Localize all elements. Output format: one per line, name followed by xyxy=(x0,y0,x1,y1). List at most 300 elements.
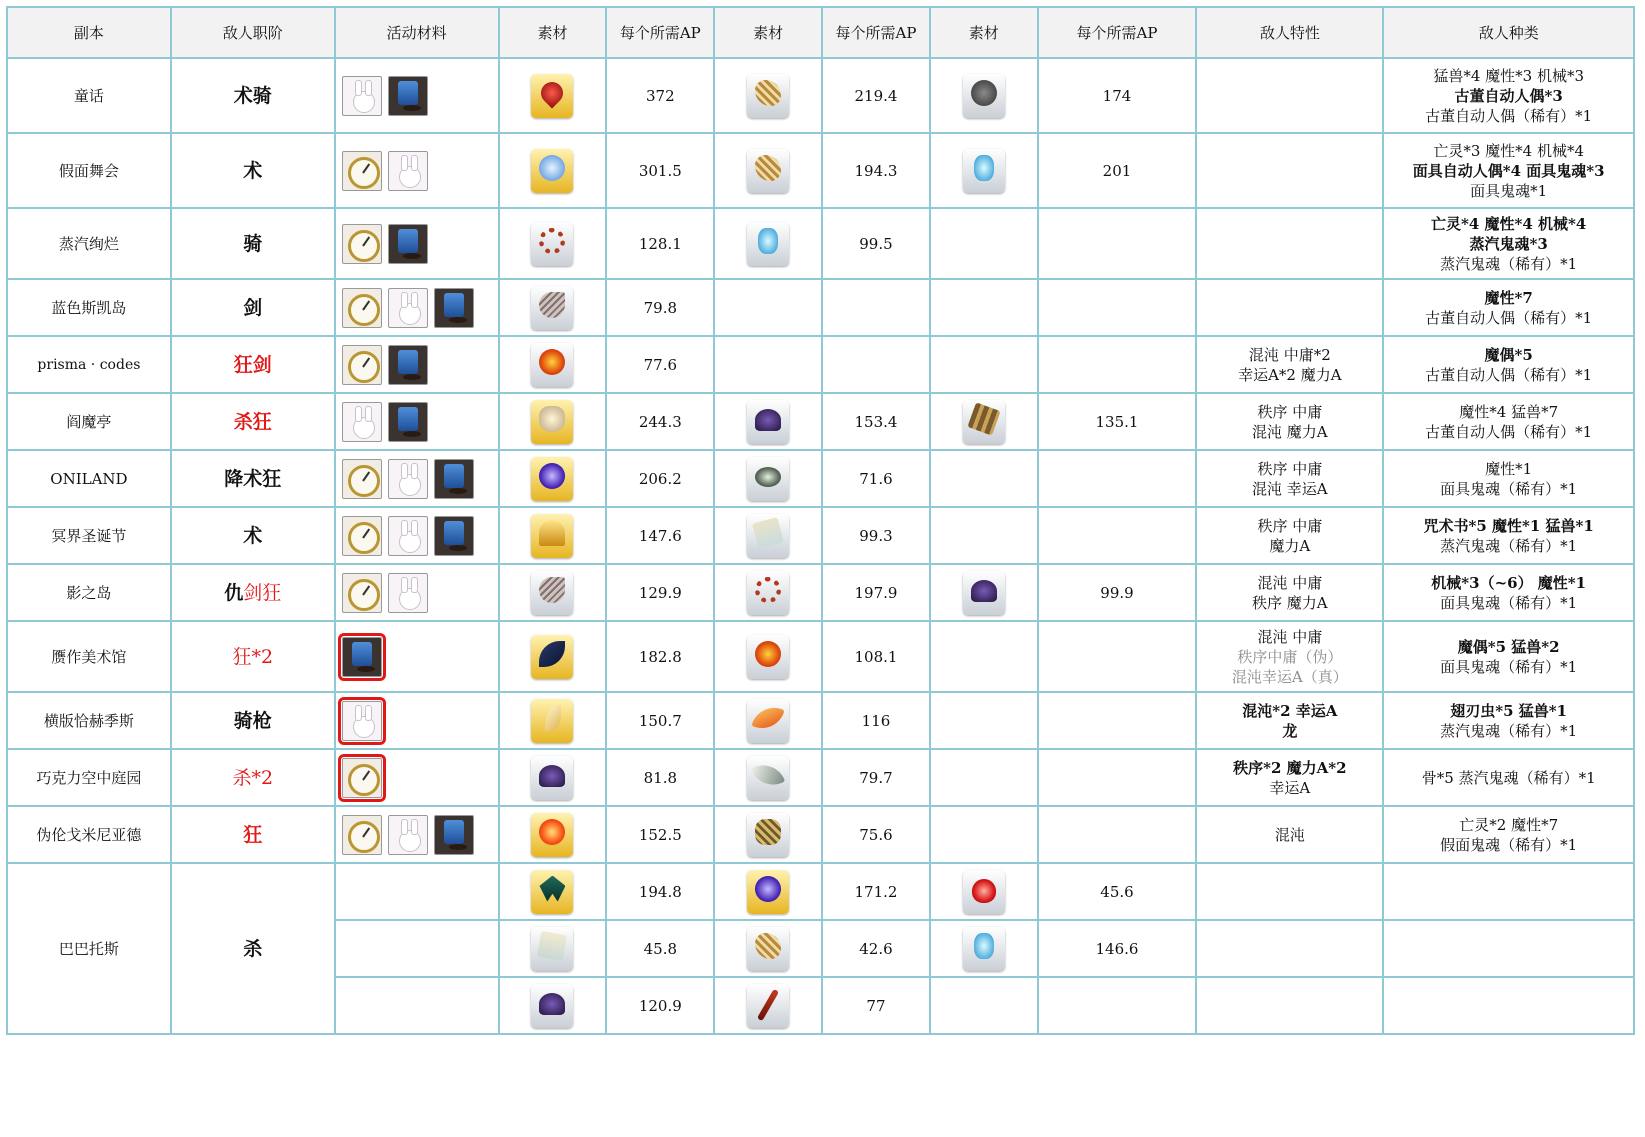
event-material-cell xyxy=(335,336,499,393)
ap-value: 75.6 xyxy=(822,806,930,863)
material-cell xyxy=(930,279,1038,336)
ap-value xyxy=(1038,749,1197,806)
ap-value xyxy=(822,336,930,393)
material-cell xyxy=(930,692,1038,749)
enemy-class-part: 仇 xyxy=(224,581,244,604)
enemy-kinds xyxy=(1383,977,1634,1034)
ap-value: 120.9 xyxy=(606,977,714,1034)
stage-name: 巧克力空中庭园 xyxy=(7,749,171,806)
enemy-kinds xyxy=(1383,507,1634,564)
feather-material-icon xyxy=(747,927,789,971)
material-cell xyxy=(499,564,607,621)
table-row xyxy=(7,621,1634,692)
header-ap-1: 每个所需AP xyxy=(606,7,714,58)
material-cell xyxy=(930,621,1038,692)
ap-value: 71.6 xyxy=(822,450,930,507)
blue-jar-icon xyxy=(388,402,428,442)
kinds-line: 面具鬼魂（稀有）*1 xyxy=(1440,593,1578,612)
stage-name: prisma · codes xyxy=(7,336,171,393)
rabbit-doll-icon xyxy=(388,573,428,613)
traits-line: 秩序中庸（伪） xyxy=(1237,647,1343,666)
fire-flower-material-icon xyxy=(747,635,789,679)
ap-value: 171.2 xyxy=(822,863,930,920)
header-ap-2: 每个所需AP xyxy=(822,7,930,58)
dark-crystal-material-icon xyxy=(963,571,1005,615)
enemy-kinds xyxy=(1383,336,1634,393)
enemy-kinds xyxy=(1383,133,1634,208)
ap-value: 194.8 xyxy=(606,863,714,920)
material-cell xyxy=(499,977,607,1034)
ap-value: 128.1 xyxy=(606,208,714,279)
kinds-line: 面具自动人偶*4 面具鬼魂*3 xyxy=(1412,161,1605,180)
traits-line: 秩序 中庸 xyxy=(1257,459,1323,478)
traits-line: 混沌 中庸*2 xyxy=(1248,345,1331,364)
event-material-cell xyxy=(335,279,499,336)
event-material-cell xyxy=(335,806,499,863)
material-cell xyxy=(499,336,607,393)
kinds-line: 蒸汽鬼魂（稀有）*1 xyxy=(1440,536,1578,555)
pocket-watch-icon xyxy=(342,288,382,328)
enemy-class: 骑 xyxy=(171,208,335,279)
traits-line: 混沌幸运A（真） xyxy=(1231,667,1348,686)
blue-jar-icon xyxy=(434,516,474,556)
table-row xyxy=(7,133,1634,208)
material-cell xyxy=(499,279,607,336)
traits-line: 混沌 xyxy=(1274,825,1305,844)
traits-line: 幸运A xyxy=(1269,778,1311,797)
ap-value: 77 xyxy=(822,977,930,1034)
rabbit-doll-icon xyxy=(342,76,382,116)
enemy-class: 杀 xyxy=(171,863,335,1034)
table-row xyxy=(7,208,1634,279)
enemy-kinds xyxy=(1383,749,1634,806)
kinds-line: 魔性*7 xyxy=(1484,288,1533,307)
enemy-traits xyxy=(1196,208,1383,279)
enemy-traits xyxy=(1196,692,1383,749)
table-row xyxy=(7,749,1634,806)
enemy-kinds xyxy=(1383,863,1634,920)
material-cell xyxy=(930,336,1038,393)
enemy-kinds xyxy=(1383,806,1634,863)
material-cell xyxy=(714,208,822,279)
pocket-watch-icon xyxy=(342,516,382,556)
ap-value: 152.5 xyxy=(606,806,714,863)
material-cell xyxy=(714,279,822,336)
enemy-traits xyxy=(1196,58,1383,133)
enemy-class: 杀狂 xyxy=(171,393,335,450)
enemy-traits xyxy=(1196,621,1383,692)
event-material-cell xyxy=(335,507,499,564)
material-cell xyxy=(499,450,607,507)
enemy-traits xyxy=(1196,507,1383,564)
enemy-class: 术 xyxy=(171,133,335,208)
rabbit-doll-icon xyxy=(342,402,382,442)
material-cell xyxy=(714,336,822,393)
kinds-line: 假面鬼魂（稀有）*1 xyxy=(1440,835,1578,854)
material-cell xyxy=(499,806,607,863)
material-cell xyxy=(930,208,1038,279)
blue-jar-icon xyxy=(388,224,428,264)
traits-line: 龙 xyxy=(1282,721,1298,740)
event-material-cell xyxy=(335,621,499,692)
event-material-cell xyxy=(335,393,499,450)
rabbit-doll-icon xyxy=(388,288,428,328)
table-row xyxy=(7,336,1634,393)
material-cell xyxy=(714,977,822,1034)
enemy-kinds xyxy=(1383,279,1634,336)
pocket-watch-icon xyxy=(342,224,382,264)
ap-value: 135.1 xyxy=(1038,393,1197,450)
material-cell xyxy=(714,450,822,507)
enemy-kinds xyxy=(1383,208,1634,279)
scroll-material-icon xyxy=(747,514,789,558)
enemy-kinds xyxy=(1383,564,1634,621)
material-cell xyxy=(930,58,1038,133)
dark-crystal-material-icon xyxy=(531,984,573,1028)
stage-name: ONILAND xyxy=(7,450,171,507)
blood-drop-material-icon xyxy=(531,74,573,118)
material-cell xyxy=(714,692,822,749)
traits-line: 幸运A*2 魔力A xyxy=(1238,365,1342,384)
dark-crystal-material-icon xyxy=(531,756,573,800)
material-cell xyxy=(930,749,1038,806)
enemy-class: 狂剑 xyxy=(171,336,335,393)
kinds-line: 蒸汽鬼魂（稀有）*1 xyxy=(1440,254,1578,273)
kinds-line: 魔性*1 xyxy=(1485,459,1533,478)
rabbit-doll-icon xyxy=(388,459,428,499)
kinds-line: 面具鬼魂（稀有）*1 xyxy=(1440,479,1578,498)
material-cell xyxy=(714,749,822,806)
ap-value xyxy=(1038,692,1197,749)
kinds-line: 古董自动人偶（稀有）*1 xyxy=(1425,422,1593,441)
pocket-watch-icon xyxy=(342,815,382,855)
material-cell xyxy=(714,920,822,977)
event-material-cell xyxy=(335,133,499,208)
header-event-material: 活动材料 xyxy=(335,7,499,58)
material-cell xyxy=(714,863,822,920)
ap-value: 174 xyxy=(1038,58,1197,133)
ap-value: 79.7 xyxy=(822,749,930,806)
material-cell xyxy=(714,564,822,621)
kinds-line: 蒸汽鬼魂（稀有）*1 xyxy=(1440,721,1578,740)
enemy-kinds xyxy=(1383,692,1634,749)
kinds-line: 翅刃虫*5 猛兽*1 xyxy=(1450,701,1568,720)
kinds-line: 亡灵*4 魔性*4 机械*4 xyxy=(1431,214,1587,233)
table-row xyxy=(7,58,1634,133)
feather-material-icon xyxy=(747,74,789,118)
enemy-class xyxy=(171,450,335,507)
pocket-watch-icon xyxy=(342,459,382,499)
material-cell xyxy=(499,507,607,564)
ap-value: 45.8 xyxy=(606,920,714,977)
ap-value: 147.6 xyxy=(606,507,714,564)
red-necklace-material-icon xyxy=(747,571,789,615)
kinds-line: 面具鬼魂（稀有）*1 xyxy=(1440,657,1578,676)
table-row xyxy=(7,806,1634,863)
enemy-class: 狂*2 xyxy=(171,621,335,692)
pocket-watch-icon xyxy=(342,151,382,191)
enemy-traits xyxy=(1196,564,1383,621)
enemy-kinds xyxy=(1383,393,1634,450)
ap-value: 201 xyxy=(1038,133,1197,208)
event-material-cell xyxy=(335,977,499,1034)
kinds-line: 蒸汽鬼魂*3 xyxy=(1469,234,1548,253)
traits-line: 混沌 中庸 xyxy=(1257,627,1323,646)
ap-value: 99.3 xyxy=(822,507,930,564)
ap-value: 194.3 xyxy=(822,133,930,208)
material-cell xyxy=(930,977,1038,1034)
material-cell xyxy=(499,58,607,133)
material-cell xyxy=(499,920,607,977)
table-row xyxy=(7,393,1634,450)
stage-name: 蓝色斯凯岛 xyxy=(7,279,171,336)
ap-value: 42.6 xyxy=(822,920,930,977)
feather-material-icon xyxy=(747,149,789,193)
ap-value xyxy=(1038,279,1197,336)
material-cell xyxy=(930,450,1038,507)
ap-value xyxy=(1038,806,1197,863)
kinds-line: 咒术书*5 魔性*1 猛兽*1 xyxy=(1423,516,1594,535)
enemy-traits xyxy=(1196,133,1383,208)
ap-value: 372 xyxy=(606,58,714,133)
ap-value xyxy=(822,279,930,336)
material-cell xyxy=(930,806,1038,863)
event-material-cell xyxy=(335,208,499,279)
material-cell xyxy=(499,208,607,279)
enemy-traits xyxy=(1196,450,1383,507)
wooden-stakes-material-icon xyxy=(963,400,1005,444)
traits-line: 混沌 中庸 xyxy=(1257,573,1323,592)
table-row xyxy=(7,279,1634,336)
enemy-traits xyxy=(1196,336,1383,393)
enemy-traits xyxy=(1196,977,1383,1034)
enemy-traits xyxy=(1196,863,1383,920)
material-cell xyxy=(714,507,822,564)
enemy-traits xyxy=(1196,749,1383,806)
fang-material-icon xyxy=(747,756,789,800)
enemy-class: 狂 xyxy=(171,806,335,863)
header-material-3: 素材 xyxy=(930,7,1038,58)
traits-line: 混沌*2 幸运A xyxy=(1242,701,1338,720)
crystal-orb-material-icon xyxy=(531,149,573,193)
kinds-line: 古董自动人偶*3 xyxy=(1454,86,1563,105)
event-material-cell xyxy=(335,692,499,749)
ap-value: 244.3 xyxy=(606,393,714,450)
enemy-traits xyxy=(1196,279,1383,336)
ap-value: 301.5 xyxy=(606,133,714,208)
golden-tusk-material-icon xyxy=(531,699,573,743)
enemy-traits xyxy=(1196,393,1383,450)
header-enemy-kinds: 敌人种类 xyxy=(1383,7,1634,58)
blue-jar-icon xyxy=(388,76,428,116)
stone-disk-material-icon xyxy=(747,457,789,501)
table-row xyxy=(7,863,1634,920)
event-material-cell xyxy=(335,863,499,920)
magic-lamp-material-icon xyxy=(531,514,573,558)
bone-material-icon xyxy=(747,984,789,1028)
purple-heart-material-icon xyxy=(747,870,789,914)
stage-name: 巴巴托斯 xyxy=(7,863,171,1034)
header-enemy-traits: 敌人特性 xyxy=(1196,7,1383,58)
traits-line: 秩序 魔力A xyxy=(1252,593,1328,612)
event-material-cell xyxy=(335,920,499,977)
material-cell xyxy=(499,749,607,806)
material-cell xyxy=(714,133,822,208)
ap-value: 150.7 xyxy=(606,692,714,749)
ap-value xyxy=(1038,507,1197,564)
enemy-kinds xyxy=(1383,450,1634,507)
ember-material-icon xyxy=(531,813,573,857)
table-row xyxy=(7,692,1634,749)
material-cell xyxy=(714,621,822,692)
enemy-class: 剑 xyxy=(171,279,335,336)
ap-value xyxy=(1038,336,1197,393)
purple-heart-material-icon xyxy=(531,457,573,501)
material-cell xyxy=(930,133,1038,208)
farming-table xyxy=(6,6,1635,1035)
fire-flower-material-icon xyxy=(531,343,573,387)
ap-value: 99.5 xyxy=(822,208,930,279)
ap-value: 99.9 xyxy=(1038,564,1197,621)
header-material-1: 素材 xyxy=(499,7,607,58)
kinds-line: 猛兽*4 魔性*3 机械*3 xyxy=(1433,66,1585,85)
kinds-line: 机械*3（~6） 魔性*1 xyxy=(1431,573,1587,592)
urn-material-icon xyxy=(531,400,573,444)
blue-jar-icon xyxy=(342,637,382,677)
enemy-class-text: 降术狂 xyxy=(224,467,282,490)
seashell-material-icon xyxy=(531,571,573,615)
material-cell xyxy=(499,621,607,692)
enemy-kinds xyxy=(1383,621,1634,692)
stage-name: 伪伦戈米尼亚德 xyxy=(7,806,171,863)
ap-value: 219.4 xyxy=(822,58,930,133)
stage-name: 阎魔亭 xyxy=(7,393,171,450)
kinds-line: 古董自动人偶（稀有）*1 xyxy=(1425,308,1593,327)
blue-jar-icon xyxy=(388,345,428,385)
rabbit-doll-icon xyxy=(388,815,428,855)
material-cell xyxy=(930,393,1038,450)
enemy-kinds xyxy=(1383,920,1634,977)
traits-line: 秩序*2 魔力A*2 xyxy=(1233,758,1347,777)
ap-value: 129.9 xyxy=(606,564,714,621)
ap-value: 79.8 xyxy=(606,279,714,336)
manta-ray-material-icon xyxy=(531,870,573,914)
ap-value: 116 xyxy=(822,692,930,749)
dark-crystal-material-icon xyxy=(747,400,789,444)
traits-line: 混沌 魔力A xyxy=(1252,422,1328,441)
lantern-material-icon xyxy=(747,222,789,266)
blue-jar-icon xyxy=(434,459,474,499)
kinds-line: 古董自动人偶（稀有）*1 xyxy=(1425,106,1593,125)
enemy-class: 术 xyxy=(171,507,335,564)
kinds-line: 魔偶*5 xyxy=(1484,345,1533,364)
ap-value: 45.6 xyxy=(1038,863,1197,920)
enemy-traits xyxy=(1196,920,1383,977)
kinds-line: 古董自动人偶（稀有）*1 xyxy=(1425,365,1593,384)
ap-value: 197.9 xyxy=(822,564,930,621)
dark-horn-material-icon xyxy=(531,635,573,679)
black-rock-material-icon xyxy=(963,74,1005,118)
seashell-material-icon xyxy=(531,286,573,330)
kinds-line: 面具鬼魂*1 xyxy=(1470,181,1548,200)
header-ap-3: 每个所需AP xyxy=(1038,7,1197,58)
gear-material-icon xyxy=(747,813,789,857)
enemy-kinds xyxy=(1383,58,1634,133)
header-enemy-class: 敌人职阶 xyxy=(171,7,335,58)
lantern-material-icon xyxy=(963,149,1005,193)
enemy-class-part: 剑狂 xyxy=(243,581,282,604)
traits-line: 秩序 中庸 xyxy=(1257,516,1323,535)
red-potion-material-icon xyxy=(963,870,1005,914)
enemy-class: 杀*2 xyxy=(171,749,335,806)
flame-feather-material-icon xyxy=(747,699,789,743)
ap-value xyxy=(1038,450,1197,507)
material-cell xyxy=(499,692,607,749)
blue-jar-icon xyxy=(434,288,474,328)
parchment-material-icon xyxy=(531,927,573,971)
ap-value xyxy=(1038,621,1197,692)
event-material-cell xyxy=(335,564,499,621)
stage-name: 横版恰赫季斯 xyxy=(7,692,171,749)
kinds-line: 魔偶*5 猛兽*2 xyxy=(1457,637,1560,656)
red-necklace-material-icon xyxy=(531,222,573,266)
material-cell xyxy=(930,920,1038,977)
stage-name: 赝作美术馆 xyxy=(7,621,171,692)
material-cell xyxy=(714,58,822,133)
stage-name: 影之岛 xyxy=(7,564,171,621)
enemy-class: 术骑 xyxy=(171,58,335,133)
stage-name: 冥界圣诞节 xyxy=(7,507,171,564)
header-row xyxy=(7,7,1634,58)
kinds-line: 骨*5 蒸汽鬼魂（稀有）*1 xyxy=(1421,768,1596,787)
pocket-watch-icon xyxy=(342,345,382,385)
material-cell xyxy=(499,133,607,208)
ap-value: 153.4 xyxy=(822,393,930,450)
rabbit-doll-icon xyxy=(388,151,428,191)
stage-name: 假面舞会 xyxy=(7,133,171,208)
material-cell xyxy=(499,863,607,920)
ap-value: 206.2 xyxy=(606,450,714,507)
event-material-cell xyxy=(335,58,499,133)
material-cell xyxy=(930,564,1038,621)
material-cell xyxy=(499,393,607,450)
rabbit-doll-icon xyxy=(342,701,382,741)
ap-value: 146.6 xyxy=(1038,920,1197,977)
enemy-class: 骑枪 xyxy=(171,692,335,749)
material-cell xyxy=(714,806,822,863)
material-cell xyxy=(714,393,822,450)
traits-line: 魔力A xyxy=(1269,536,1311,555)
rabbit-doll-icon xyxy=(388,516,428,556)
ap-value: 77.6 xyxy=(606,336,714,393)
enemy-traits xyxy=(1196,806,1383,863)
enemy-class xyxy=(171,564,335,621)
ap-value: 81.8 xyxy=(606,749,714,806)
lantern-material-icon xyxy=(963,927,1005,971)
ap-value xyxy=(1038,208,1197,279)
material-cell xyxy=(930,507,1038,564)
ap-value: 182.8 xyxy=(606,621,714,692)
blue-jar-icon xyxy=(434,815,474,855)
traits-line: 秩序 中庸 xyxy=(1257,402,1323,421)
pocket-watch-icon xyxy=(342,758,382,798)
kinds-line: 亡灵*2 魔性*7 xyxy=(1459,815,1559,834)
kinds-line: 亡灵*3 魔性*4 机械*4 xyxy=(1433,141,1585,160)
table-row xyxy=(7,564,1634,621)
material-cell xyxy=(930,863,1038,920)
enemy-class-text xyxy=(224,582,281,604)
stage-name: 蒸汽绚烂 xyxy=(7,208,171,279)
